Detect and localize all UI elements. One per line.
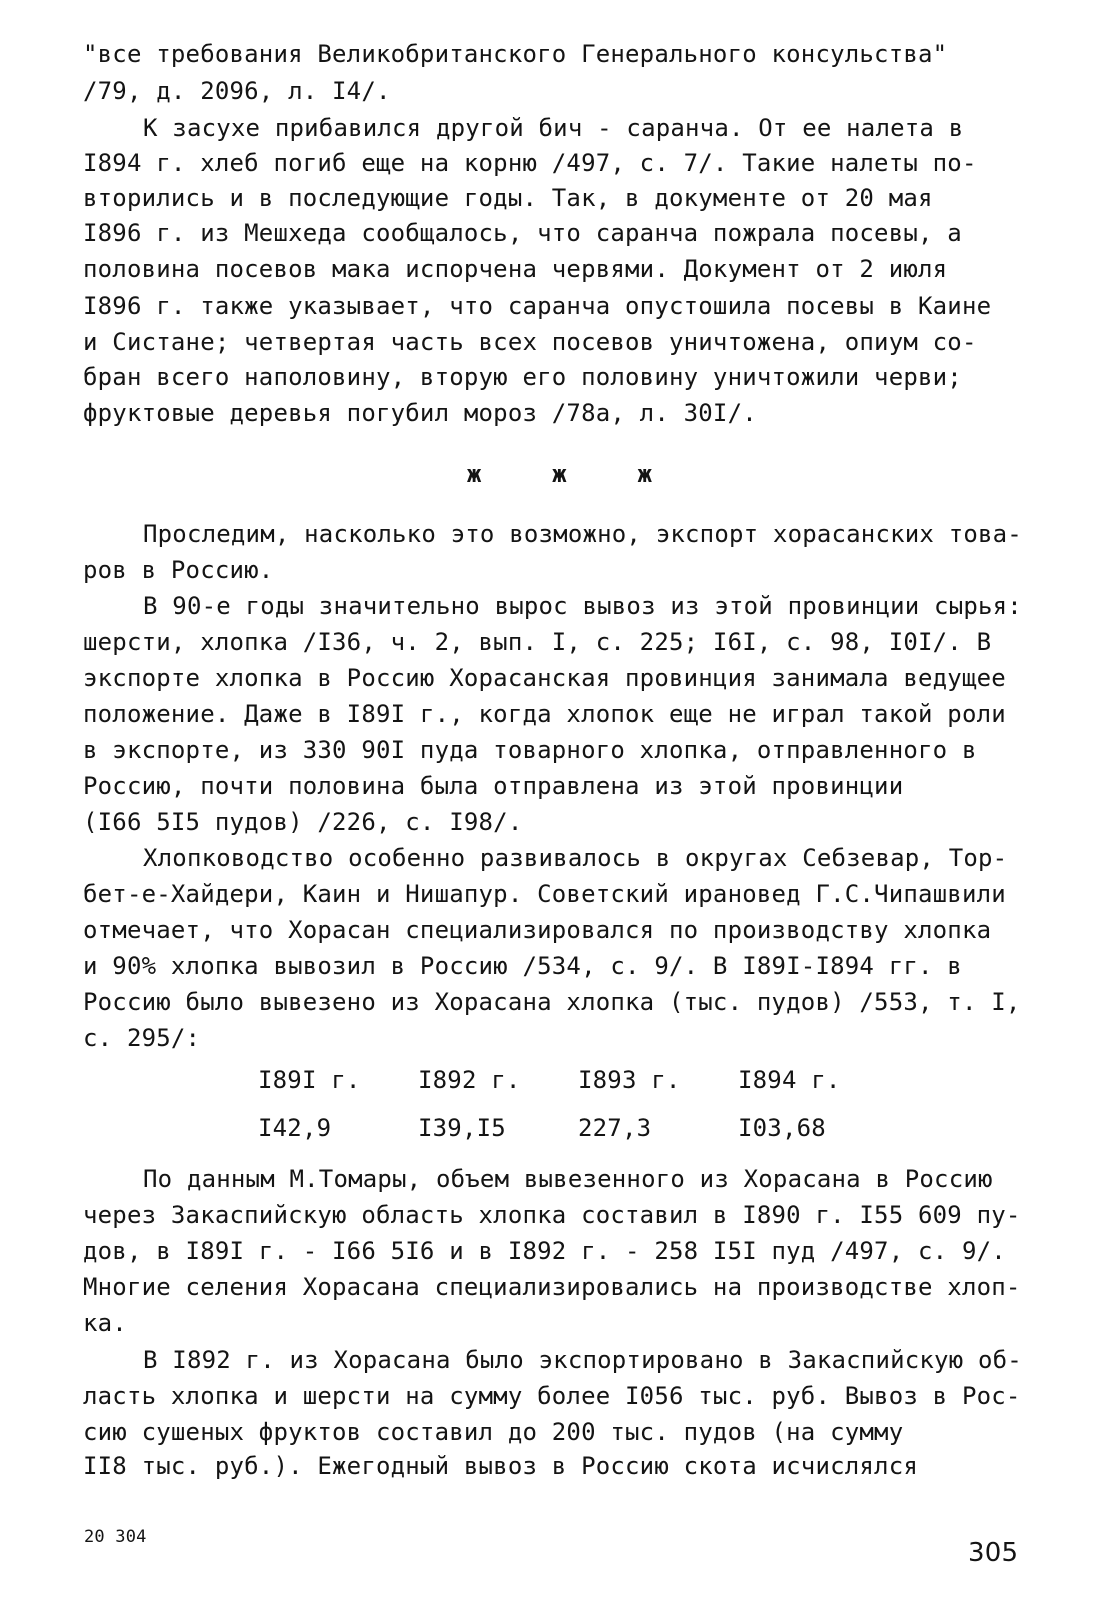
- text-line: В I892 г. из Хорасана было экспортировано в Закаспийскую об-: [143, 1346, 1022, 1374]
- text-line: вторились и в последующие годы. Так, в документе от 20 мая: [83, 184, 933, 212]
- text-line: /79, д. 2096, л. I4/.: [83, 77, 391, 105]
- text-line: и 90% хлопка вывозил в Россию /534, с. 9/. В I89I-I894 гг. в: [83, 952, 962, 980]
- table-cell: I42,9: [258, 1114, 332, 1142]
- text-line: ласть хлопка и шерсти на сумму более I056 тыс. руб. Вывоз в Рос-: [83, 1382, 1021, 1410]
- text-line: В 90-е годы значительно вырос вывоз из этой провинции сырья:: [143, 592, 1022, 620]
- text-line: положение. Даже в I89I г., когда хлопок еще не играл такой роли: [83, 700, 1006, 728]
- text-line: II8 тыс. руб.). Ежегодный вывоз в Россию скота исчислялся: [83, 1452, 919, 1480]
- table-cell: 227,3: [578, 1114, 652, 1142]
- text-line: шерсти, хлопка /I36, ч. 2, вып. I, с. 225; I6I, с. 98, I0I/. В: [83, 628, 992, 656]
- text-line: По данным М.Томары, объем вывезенного из Хорасана в Россию: [143, 1165, 993, 1193]
- text-line: отмечает, что Хорасан специализировался по производству хлопка: [83, 916, 992, 944]
- text-line: экспорте хлопка в Россию Хорасанская провинция занимала ведущее: [83, 664, 1006, 692]
- section-separator: ж ж ж: [466, 460, 653, 488]
- text-line: бран всего наполовину, вторую его половину уничтожили черви;: [83, 363, 962, 391]
- table-cell: I03,68: [738, 1114, 826, 1142]
- page-number: 305: [968, 1538, 1019, 1568]
- text-line: Многие селения Хорасана специализировались на производстве хлоп-: [83, 1273, 1021, 1301]
- signature-mark: 20 304: [84, 1527, 147, 1547]
- text-line: Россию было вывезено из Хорасана хлопка (тыс. пудов) /553, т. I,: [83, 988, 1021, 1016]
- text-line: I894 г. хлеб погиб еще на корню /497, с. 7/. Такие налеты по-: [83, 149, 977, 177]
- text-line: Проследим, насколько это возможно, экспорт хорасанских това-: [143, 520, 1022, 548]
- text-line: К засухе прибавился другой бич - саранча. От ее налета в: [143, 114, 964, 142]
- table-cell: I893 г.: [578, 1066, 681, 1094]
- text-line: половина посевов мака испорчена червями. Документ от 2 июля: [83, 255, 948, 283]
- text-line: ров в Россию.: [83, 556, 274, 584]
- text-line: фруктовые деревья погубил мороз /78а, л. 30I/.: [83, 399, 757, 427]
- table-row-values: [258, 1114, 898, 1142]
- text-line: ка.: [83, 1309, 127, 1337]
- table-row-years: [258, 1066, 898, 1094]
- text-line: (I66 5I5 пудов) /226, с. I98/.: [83, 808, 523, 836]
- text-line: "все требования Великобританского Генерального консульства": [83, 40, 948, 68]
- text-line: через Закаспийскую область хлопка составил в I890 г. I55 609 пу-: [83, 1201, 1021, 1229]
- text-line: сию сушеных фруктов составил до 200 тыс. пудов (на сумму: [83, 1418, 904, 1446]
- text-line: в экспорте, из 330 90I пуда товарного хлопка, отправленного в: [83, 736, 977, 764]
- table-cell: I892 г.: [418, 1066, 521, 1094]
- text-line: Россию, почти половина была отправлена из этой провинции: [83, 772, 904, 800]
- text-line: бет-е-Хайдери, Каин и Нишапур. Советский ирановед Г.С.Чипашвили: [83, 880, 1006, 908]
- text-line: I896 г. также указывает, что саранча опустошила посевы в Каине: [83, 292, 992, 320]
- text-line: с. 295/:: [83, 1024, 201, 1052]
- text-line: дов, в I89I г. - I66 5I6 и в I892 г. - 258 I5I пуд /497, с. 9/.: [83, 1237, 1006, 1265]
- text-line: Хлопководство особенно развивалось в округах Себзевар, Тор-: [143, 844, 1008, 872]
- table-cell: I89I г.: [258, 1066, 361, 1094]
- text-line: I896 г. из Мешхеда сообщалось, что саранча пожрала посевы, а: [83, 219, 962, 247]
- text-line: и Систане; четвертая часть всех посевов уничтожена, опиум со-: [83, 328, 977, 356]
- table-cell: I39,I5: [418, 1114, 506, 1142]
- table-cell: I894 г.: [738, 1066, 841, 1094]
